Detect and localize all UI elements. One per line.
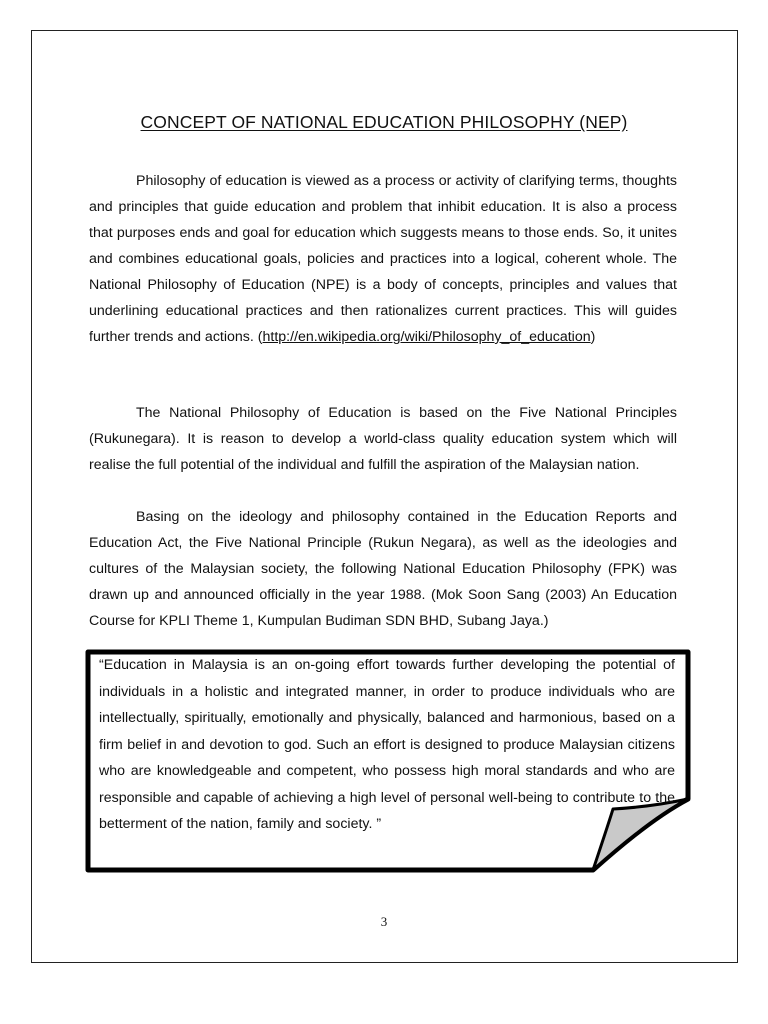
paragraph-philosophy-of-education bbox=[89, 168, 677, 350]
paragraph-1-text: Philosophy of education is viewed as a process or activity of clarifying terms, thoughts and principles that guide education and problem that inhibit education. It is also a process that purposes ends and goal for education which suggests means to those ends. So, it unites and combines educational goals, policies and practices into a logical, coherent whole. The National Philosophy of Education (NPE) is a body of concepts, principles and values that underlining educational practices and then rationalizes current practices. This will guides further trends and actions. bbox=[89, 173, 677, 345]
quote-box bbox=[85, 649, 691, 873]
paragraph-five-national-principles: The National Philosophy of Education is based on the Five National Principles (Rukunegara). It is reason to develop a world-class quality education system which will realise the full potential of the individual and fulfill the aspiration of the Malaysian nation. bbox=[89, 405, 677, 473]
nep-quote-text: “Education in Malaysia is an on-going effort towards further developing the potential of individuals in a holistic and integrated manner, in order to produce individuals who are intellectually, spiritually, emotionally and physically, balanced and harmonious, based on a firm belief in and devotion to god. Such an effort is designed to produce Malaysian citizens who are knowledgeable and competent, who possess high moral standards and who are responsible and capable of achieving a high level of personal well-being to contribute to the betterment of the nation, family and society. ” bbox=[99, 657, 675, 832]
link-open-paren: ( bbox=[257, 329, 263, 345]
document-title: CONCEPT OF NATIONAL EDUCATION PHILOSOPHY (NEP) bbox=[140, 112, 628, 132]
link-close-paren: ) bbox=[590, 329, 596, 345]
wikipedia-link[interactable]: http://en.wikipedia.org/wiki/Philosophy_of_education bbox=[262, 329, 591, 345]
page-number: 3 bbox=[380, 914, 388, 929]
paragraph-ideology-and-fpk: Basing on the ideology and philosophy contained in the Education Reports and Education Act, the Five National Principle (Rukun Negara), as well as the ideologies and cultures of the Malaysian society, the following National Education Philosophy (FPK) was drawn up and announced officially in the year 1988. (Mok Soon Sang (2003) An Education Course for KPLI Theme 1, Kumpulan Budiman SDN BHD, Subang Jaya.) bbox=[89, 509, 677, 629]
